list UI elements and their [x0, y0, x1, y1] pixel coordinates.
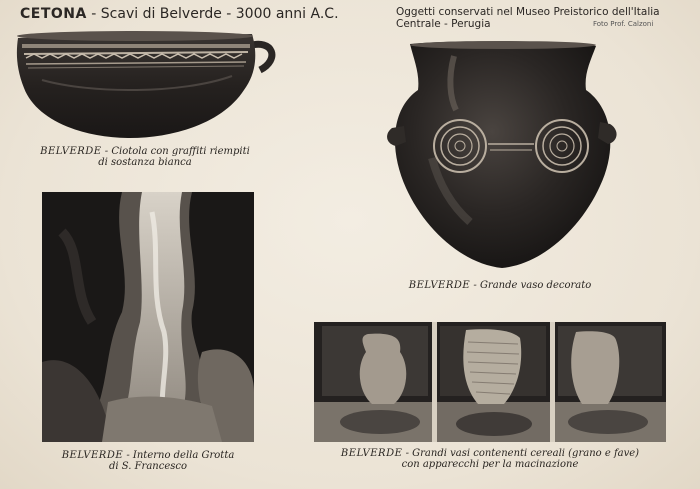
vase-caption-place: BELVERDE — [408, 280, 471, 291]
title-site-date: - Scavi di Belverde - 3000 anni A.C. — [86, 6, 339, 22]
jars-caption-line-1 — [300, 448, 680, 459]
jars-caption-text: - Grandi vasi contenenti cereali (grano e fave) — [402, 448, 640, 459]
museum-line-1: Oggetti conservati nel Museo Preistorico dell'Italia — [396, 6, 660, 18]
bowl-photo — [12, 24, 278, 142]
grotto-caption-text: - Interno della Grotta — [123, 450, 235, 461]
bowl-caption-line-1 — [20, 146, 270, 157]
bowl-caption-place: BELVERDE — [40, 146, 102, 157]
grotto-caption — [42, 450, 254, 472]
grotto-caption-place: BELVERDE — [61, 450, 124, 461]
jars-caption-place: BELVERDE — [340, 448, 403, 459]
vase-caption-text: - Grande vaso decorato — [470, 280, 592, 291]
museum-line-2: Centrale - Perugia — [396, 18, 491, 30]
grotto-caption-line-2: di S. Francesco — [108, 461, 188, 472]
photo-credit: Foto Prof. Calzoni — [593, 20, 654, 28]
title-place: CETONA — [20, 6, 87, 22]
bowl-caption-text: - Ciotola con graffiti riempiti — [101, 146, 250, 157]
postcard-title — [20, 6, 339, 22]
grotto-photo — [42, 192, 254, 442]
jars-photo — [314, 322, 666, 442]
bowl-caption — [20, 146, 270, 168]
bowl-caption-line-2: di sostanza bianca — [98, 157, 192, 168]
vase-caption — [370, 280, 630, 291]
grotto-caption-line-1 — [42, 450, 254, 461]
jars-caption — [300, 448, 680, 470]
vase-photo — [384, 38, 620, 274]
jars-caption-line-2: con apparecchi per la macinazione — [401, 459, 579, 470]
